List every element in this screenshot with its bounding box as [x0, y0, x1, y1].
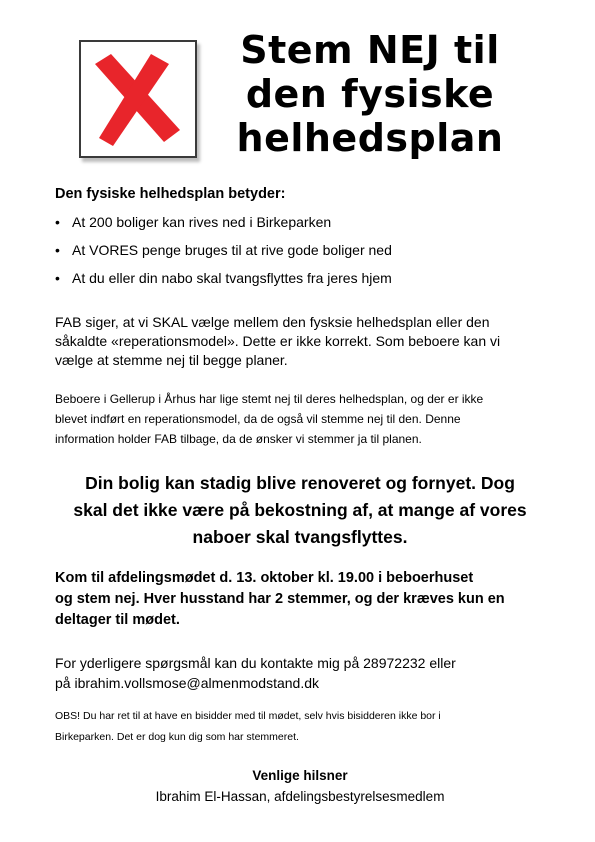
paragraph-line: OBS! Du har ret til at have en bisidder med til mødet, selv hvis bisidderen ikke bor i [55, 710, 441, 722]
contact-email: på ibrahim.vollsmose@almenmodstand.dk [55, 675, 319, 691]
paragraph-line: blevet indført en reperationsmodel, da de også vil stemme nej til den. Denne [55, 412, 461, 426]
list-item [55, 213, 392, 241]
gellerup-paragraph [55, 389, 555, 449]
red-cross-icon [81, 42, 195, 156]
key-statement [55, 470, 545, 551]
fab-claim-paragraph [55, 313, 545, 370]
bullet-icon: • [55, 242, 60, 258]
paragraph-line: For yderligere spørgsmål kan du kontakte mig på 28972232 eller [55, 655, 456, 671]
paragraph-line: deltager til mødet. [55, 612, 180, 628]
bullet-icon: • [55, 214, 60, 230]
bullet-icon: • [55, 270, 60, 286]
headline-line: den fysiske [245, 72, 495, 116]
signature-greeting: Venlige hilsner [252, 768, 348, 783]
headline-line: helhedsplan [236, 116, 504, 160]
intro-heading: Den fysiske helhedsplan betyder: [55, 186, 286, 202]
paragraph-line: såkaldte «reperationsmodel». Dette er ikke korrekt. Som beboere kan vi [55, 333, 501, 349]
meeting-call-to-action [55, 568, 555, 631]
list-item-text: At du eller din nabo skal tvangsflyttes fra jeres hjem [72, 270, 392, 286]
headline [220, 28, 520, 160]
paragraph-line: Birkeparken. Det er dog kun dig som har stemmeret. [55, 731, 299, 743]
statement-line: Din bolig kan stadig blive renoveret og fornyet. Dog [85, 473, 515, 493]
paragraph-line: Beboere i Gellerup i Århus har lige stemt nej til deres helhedsplan, og der er ikke [55, 392, 484, 406]
contact-paragraph [55, 653, 555, 693]
statement-line: skal det ikke være på bekostning af, at mange af vores [73, 500, 527, 520]
obs-note [55, 706, 555, 748]
consequence-list [55, 213, 392, 297]
paragraph-line: information holder FAB tilbage, da de ønsker vi stemmer ja til planen. [55, 432, 422, 446]
signature [55, 765, 545, 807]
list-item-text: At VORES penge bruges til at rive gode boliger ned [72, 242, 392, 258]
list-item [55, 241, 392, 269]
paragraph-line: FAB siger, at vi SKAL vælge mellem den fysksie helhedsplan eller den [55, 314, 490, 330]
list-item [55, 269, 392, 297]
paragraph-line: vælge at stemme nej til begge planer. [55, 352, 288, 368]
paragraph-line: Kom til afdelingsmødet d. 13. oktober kl. 19.00 i beboerhuset [55, 570, 474, 586]
paragraph-line: og stem nej. Hver husstand har 2 stemmer, og der kræves kun en [55, 591, 505, 607]
statement-line: naboer skal tvangsflyttes. [192, 527, 408, 547]
headline-line: Stem NEJ til [240, 28, 500, 72]
signature-name: Ibrahim El-Hassan, afdelingsbestyrelsesmedlem [155, 789, 445, 804]
list-item-text: At 200 boliger kan rives ned i Birkeparken [72, 214, 332, 230]
vote-no-cross-logo [79, 40, 197, 158]
